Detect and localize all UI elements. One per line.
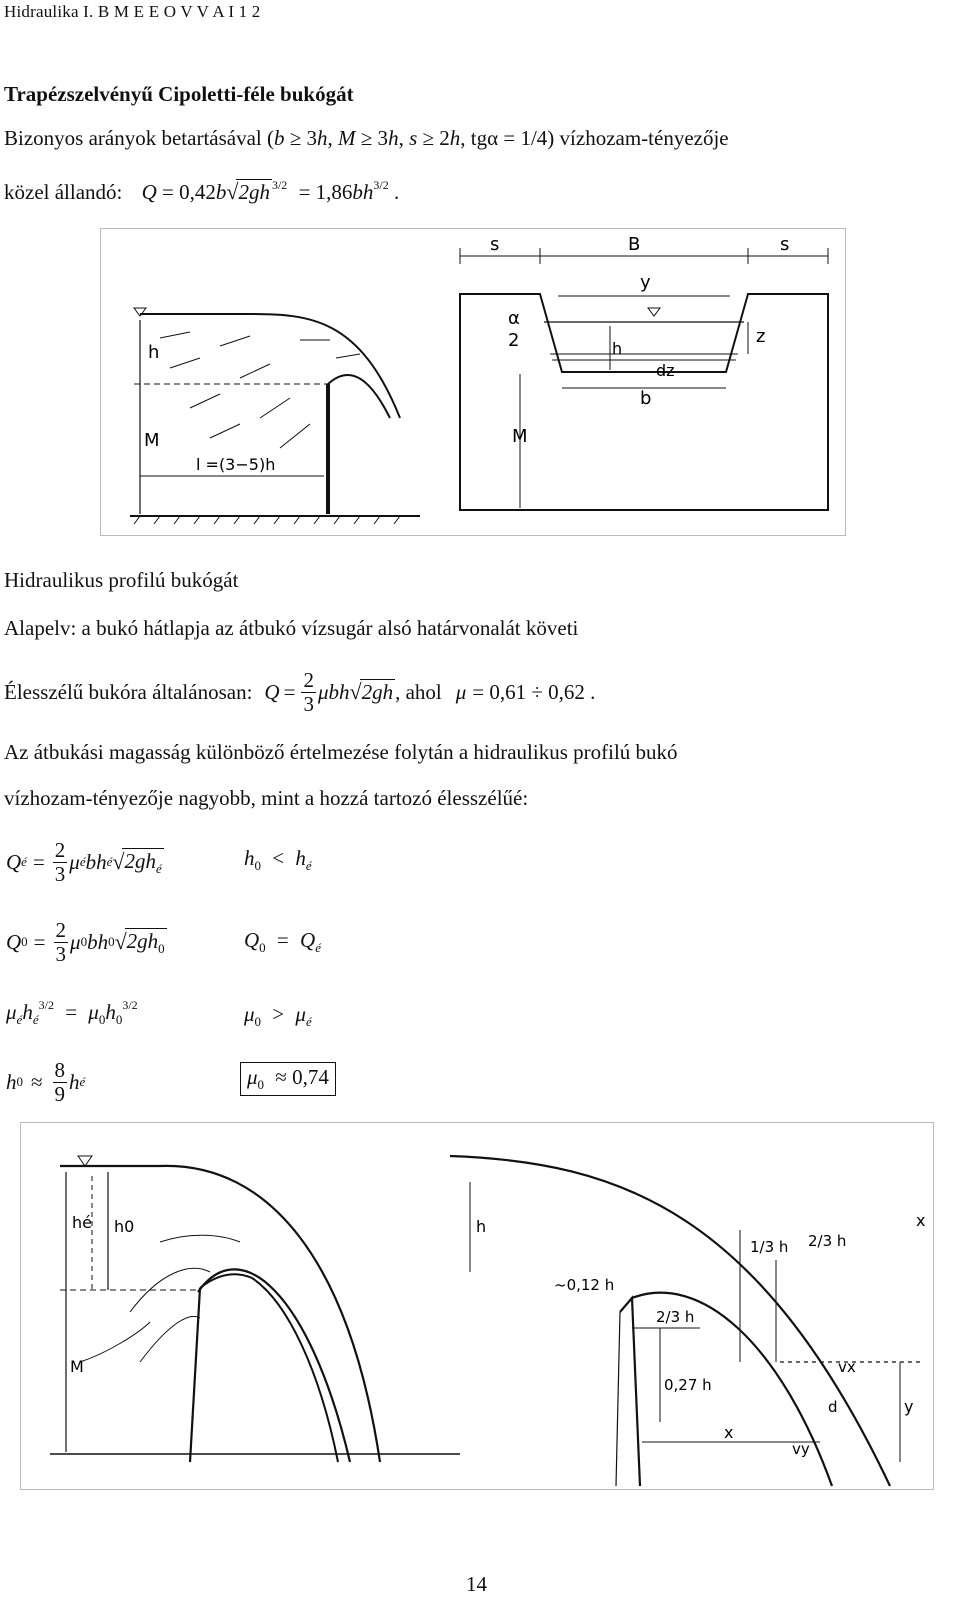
label-two3h-b: 2/3 h xyxy=(656,1308,695,1326)
label-d: d xyxy=(828,1398,838,1416)
sep: , xyxy=(327,126,339,150)
mu0: μ xyxy=(88,1000,99,1024)
bh-sub: 0 xyxy=(108,934,115,949)
condition-prefix: Bizonyos arányok betartásával ( xyxy=(4,126,274,150)
var-b: b xyxy=(274,126,285,150)
relation-mu0-gt-mue xyxy=(244,1002,312,1030)
he: h xyxy=(69,1069,80,1094)
label-l: l =(3−5)h xyxy=(196,455,276,474)
label-h0: h0 xyxy=(114,1217,135,1236)
sub: 0 xyxy=(259,940,266,955)
mu: μ xyxy=(69,849,80,874)
relation-Q0-eq-Qe xyxy=(244,928,321,956)
fraction-2-3 xyxy=(301,669,316,714)
equation-h0-approx xyxy=(6,1052,85,1112)
radicand: $2gh_0$ xyxy=(126,928,165,956)
var-Q: Q xyxy=(141,180,157,204)
label-one3h: 1/3 h xyxy=(750,1238,789,1256)
fraction-8-9 xyxy=(53,1059,68,1104)
ground-hatch xyxy=(134,516,400,524)
var-h2: h xyxy=(388,126,399,150)
label-y-right: y xyxy=(904,1397,914,1416)
Qe: Q xyxy=(300,928,316,952)
mu0: μ xyxy=(244,1002,255,1026)
cipoletti-formula-line xyxy=(4,178,399,205)
h-sub: é xyxy=(32,1012,39,1027)
sqrt-icon: √ xyxy=(114,929,127,954)
sub: 0 xyxy=(257,1077,265,1092)
mu: μ xyxy=(6,1000,17,1024)
sub: 0 xyxy=(21,934,28,949)
principle-text: Alapelv: a bukó hátlapja az átbukó vízsugár alsó határvonalát követi xyxy=(4,616,579,640)
var-s: s xyxy=(409,126,418,150)
mu-sub: é xyxy=(16,1012,23,1027)
mubh: μbh xyxy=(317,679,350,704)
weir-back xyxy=(190,1288,200,1462)
Q0: Q xyxy=(244,928,260,952)
cipoletti-condition-line xyxy=(4,126,729,151)
h0-sub: 0 xyxy=(115,1012,123,1027)
sqrt-icon: √ xyxy=(349,679,362,704)
fraction xyxy=(54,919,69,964)
page-number: 14 xyxy=(466,1572,487,1596)
eq: = xyxy=(33,929,46,954)
radicand: 2gh xyxy=(361,680,394,704)
sub-e: é xyxy=(305,858,312,873)
den: 3 xyxy=(55,941,67,966)
eq: = xyxy=(276,928,289,952)
paragraph-line-2: vízhozam-tényezője nagyobb, mint a hozzá tartozó élesszélűé: xyxy=(4,786,529,810)
h: h xyxy=(22,1000,33,1024)
h0: h xyxy=(105,1000,116,1024)
label-alpha: α xyxy=(508,308,520,329)
mu: μ xyxy=(70,929,81,954)
eq-042: = 0,42 xyxy=(162,180,216,204)
label-s-left: s xyxy=(490,234,500,255)
mu0-sub: 0 xyxy=(98,1012,106,1027)
sub-e: é xyxy=(315,940,321,955)
relation-h0-lt-he xyxy=(244,846,312,874)
sep2: , xyxy=(398,126,410,150)
label-vy: vy xyxy=(792,1440,810,1458)
eq: = xyxy=(65,1000,78,1024)
label-h-right: h xyxy=(612,339,623,358)
sub: é xyxy=(21,854,27,869)
equation-Qe xyxy=(6,832,164,892)
exp: 3/2 xyxy=(38,998,54,1012)
figure-frame xyxy=(21,1123,934,1490)
sharp-crest-line xyxy=(4,662,595,722)
label-027h: 0,27 h xyxy=(664,1376,712,1394)
label-b: b xyxy=(640,388,652,409)
label-he: hé xyxy=(72,1213,92,1232)
mu-range: = 0,61 ÷ 0,62 . xyxy=(472,679,596,704)
he-sub: é xyxy=(79,1074,86,1089)
he: h xyxy=(295,846,306,870)
mu-sub: é xyxy=(79,854,86,869)
fraction xyxy=(53,839,68,884)
label-012h: ~0,12 h xyxy=(554,1276,615,1294)
bh-sub: é xyxy=(106,854,113,869)
sub: 0 xyxy=(254,858,261,873)
var-Q: Q xyxy=(264,679,280,704)
h: h xyxy=(6,1069,17,1094)
exponent2: 3/2 xyxy=(373,178,389,192)
bh: bh xyxy=(85,849,107,874)
var-h: h xyxy=(317,126,328,150)
boxed-mu0-value xyxy=(240,1062,336,1096)
den: 3 xyxy=(54,861,66,886)
gt: > xyxy=(272,1002,285,1026)
label-two: 2 xyxy=(508,330,520,351)
h: h xyxy=(244,846,255,870)
lt: < xyxy=(272,846,285,870)
var-b: b xyxy=(215,180,227,204)
Q: Q xyxy=(6,929,22,954)
figure-hydraulic-profile-weir xyxy=(20,1122,934,1490)
label-M: M xyxy=(70,1357,84,1376)
section-title-hydraulic: Hidraulikus profilú bukógát xyxy=(4,568,239,592)
water-level-icon-right xyxy=(648,308,660,316)
label-dz: dz xyxy=(656,361,675,380)
ge-2: ≥ 2 xyxy=(422,126,450,150)
var-bh: bh xyxy=(352,180,374,204)
num: 2 xyxy=(55,918,67,943)
ge-3b: ≥ 3 xyxy=(360,126,389,150)
sqrt-icon: √ xyxy=(226,179,239,204)
paragraph-line-1: Az átbukási magasság különböző értelmezése folytán a hidraulikus profilú bukó xyxy=(4,740,678,764)
var-M: M xyxy=(338,126,356,150)
label-two3h: 2/3 h xyxy=(808,1232,847,1250)
sub-e: é xyxy=(305,1014,312,1029)
page-header: Hidraulika I. B M E E O V V A I 1 2 xyxy=(4,2,261,21)
label-y: y xyxy=(640,272,651,293)
flow-dashes xyxy=(80,1235,240,1362)
label-h: h xyxy=(476,1217,487,1236)
var-mu: μ xyxy=(455,679,467,704)
den: 3 xyxy=(303,691,314,716)
label-h: h xyxy=(148,342,160,363)
label-M-right: M xyxy=(512,426,528,447)
mue: μ xyxy=(295,1002,306,1026)
Q: Q xyxy=(6,849,22,874)
ahol: , ahol xyxy=(395,679,442,704)
mu-sub: 0 xyxy=(80,934,88,949)
equation-mu-h xyxy=(6,998,138,1028)
eq-sign: = xyxy=(283,679,296,704)
exp0: 3/2 xyxy=(122,998,138,1012)
radicand: $2gh_é$ xyxy=(124,848,162,876)
radicand: 2gh xyxy=(238,180,270,204)
den: 9 xyxy=(54,1081,66,1106)
figure-cipoletti-weir xyxy=(100,228,846,536)
bh: bh xyxy=(87,929,109,954)
var-h3: h xyxy=(449,126,461,150)
eq: = xyxy=(32,849,45,874)
label-x: x xyxy=(724,1423,734,1442)
approx-value: ≈ 0,74 xyxy=(275,1065,329,1089)
period: . xyxy=(394,180,400,204)
label-M: M xyxy=(144,430,160,451)
num: 2 xyxy=(54,838,66,863)
sqrt-icon: √ xyxy=(112,849,125,874)
equation-Q0 xyxy=(6,912,167,972)
eq-186: = 1,86 xyxy=(298,180,353,204)
exponent: 3/2 xyxy=(271,178,288,192)
figure-frame xyxy=(101,229,846,536)
formula-prefix: közel állandó: xyxy=(4,180,123,204)
num: 8 xyxy=(54,1058,66,1083)
sub: 0 xyxy=(254,1014,262,1029)
mu: μ xyxy=(247,1065,258,1089)
nappe-upper xyxy=(140,314,400,418)
sharp-prefix: Élesszélű bukóra általánosan: xyxy=(4,679,253,704)
section-title-cipoletti: Trapézszelvényű Cipoletti-féle bukógát xyxy=(4,82,354,106)
h-sub: 0 xyxy=(16,1074,23,1089)
water-level-icon xyxy=(78,1156,92,1166)
approx: ≈ xyxy=(31,1069,43,1094)
label-s-right: s xyxy=(780,234,790,255)
nappe-lower xyxy=(328,375,390,418)
tga-text: , tgα = 1/4) vízhozam-tényezője xyxy=(460,126,729,150)
label-x-axis: x xyxy=(916,1211,926,1230)
label-B: B xyxy=(628,234,641,255)
num: 2 xyxy=(303,668,314,693)
label-z: z xyxy=(756,326,766,347)
label-vx: vx xyxy=(838,1358,856,1376)
ge-3: ≥ 3 xyxy=(289,126,318,150)
weir-profile xyxy=(200,1274,338,1462)
weir-plate-right xyxy=(620,1298,640,1486)
